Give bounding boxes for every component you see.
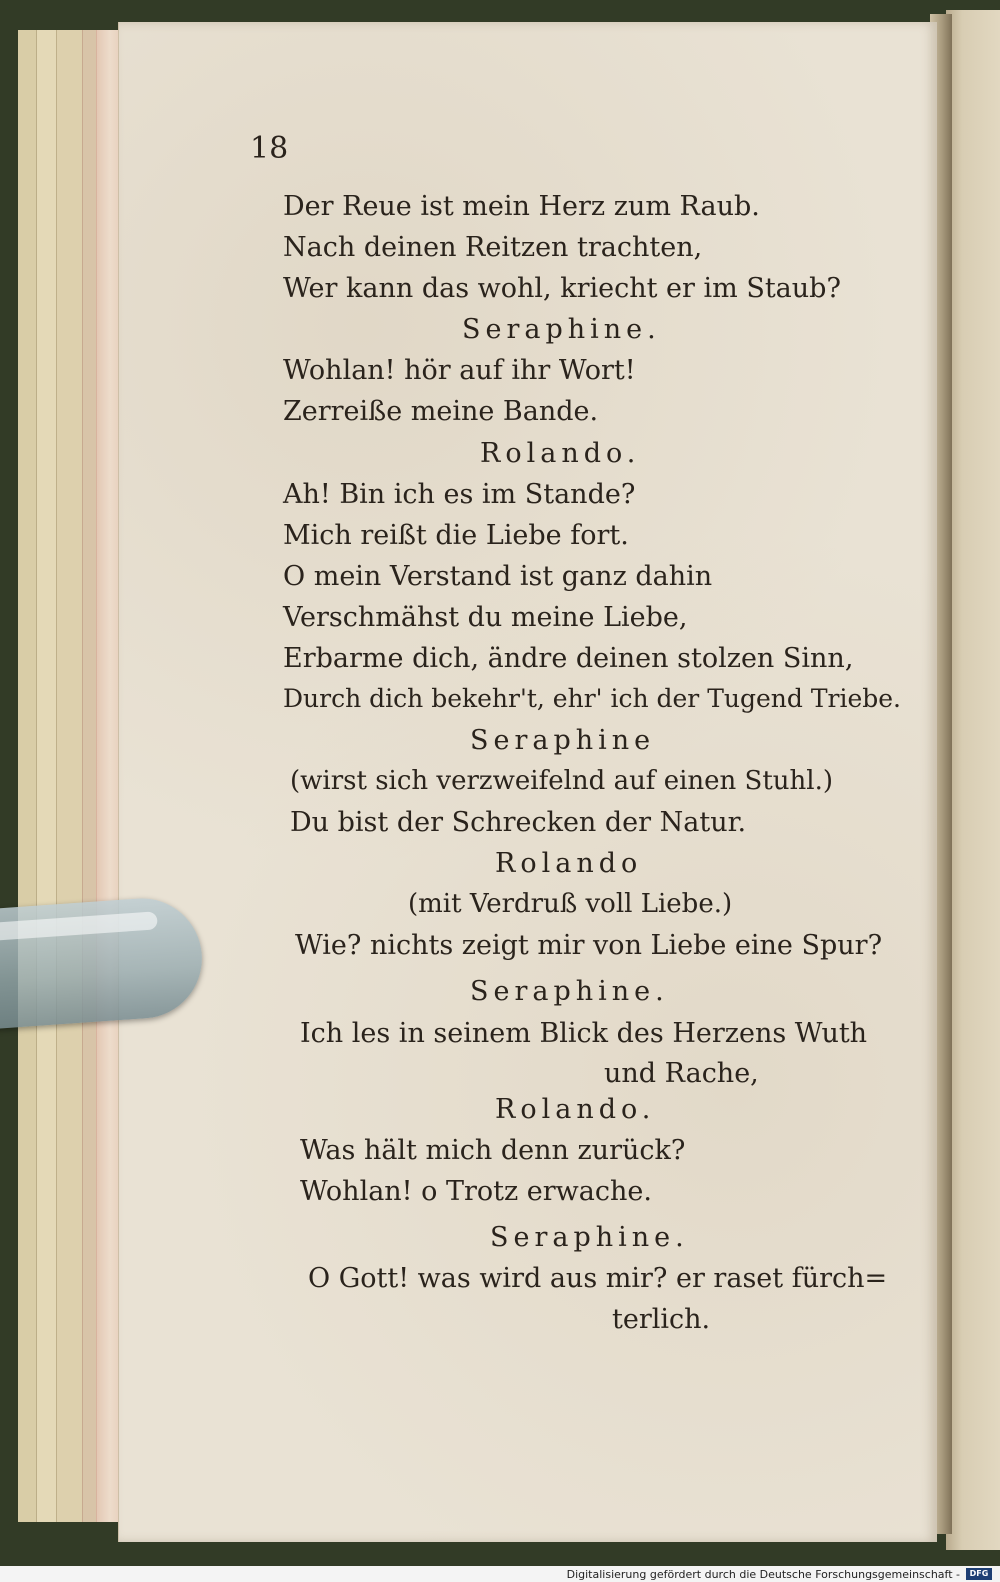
speaker-name: Rolando. xyxy=(480,438,641,469)
speaker-name: Seraphine. xyxy=(490,1222,689,1253)
verse-line: Ich les in seinem Blick des Herzens Wuth xyxy=(300,1018,868,1049)
verse-line: Wohlan! o Trotz erwache. xyxy=(300,1176,652,1207)
verse-line: Verschmähst du meine Liebe, xyxy=(283,602,688,633)
speaker-name: Seraphine xyxy=(470,725,656,756)
verse-line: Du bist der Schrecken der Natur. xyxy=(290,807,747,838)
footer-credit: Digitalisierung gefördert durch die Deutsche Forschungsgemeinschaft - xyxy=(566,1568,960,1581)
speaker-name: Rolando. xyxy=(495,1094,656,1125)
page-number: 18 xyxy=(250,131,289,166)
verse-line: O Gott! was wird aus mir? er raset fürch= xyxy=(308,1263,888,1294)
speaker-name: Seraphine. xyxy=(462,314,661,345)
verse-line: Was hält mich denn zurück? xyxy=(300,1135,686,1166)
clip-highlight xyxy=(0,911,158,941)
verse-line: Ah! Bin ich es im Stande? xyxy=(283,479,636,510)
page-stack-edge xyxy=(82,30,97,1522)
speaker-name: Rolando xyxy=(495,848,643,879)
verse-line: Zerreiße meine Bande. xyxy=(283,396,599,427)
verse-line: Wie? nichts zeigt mir von Liebe eine Spur? xyxy=(295,930,883,961)
verse-line: Mich reißt die Liebe fort. xyxy=(283,520,629,551)
verse-line: Durch dich bekehr't, ehr' ich der Tugend Triebe. xyxy=(283,684,901,713)
speaker-name: Seraphine. xyxy=(470,976,669,1007)
verse-line: Nach deinen Reitzen trachten, xyxy=(283,232,703,263)
page-stack-edge xyxy=(56,30,83,1522)
stage-direction: (wirst sich verzweifelnd auf einen Stuhl.) xyxy=(290,766,834,796)
verse-line: Der Reue ist mein Herz zum Raub. xyxy=(283,191,760,222)
page-stack-edge xyxy=(36,30,57,1522)
verse-line: Wer kann das wohl, kriecht er im Staub? xyxy=(283,273,841,304)
page-stack-edge xyxy=(18,30,36,1522)
verse-line: Erbarme dich, ändre deinen stolzen Sinn, xyxy=(283,643,854,674)
dfg-logo: DFG xyxy=(966,1568,992,1580)
verse-line: O mein Verstand ist ganz dahin xyxy=(283,561,713,592)
stage-direction: (mit Verdruß voll Liebe.) xyxy=(408,889,733,919)
verse-line: Wohlan! hör auf ihr Wort! xyxy=(283,355,636,386)
facing-page-edge xyxy=(946,10,1000,1550)
verse-line-continuation: und Rache, xyxy=(604,1058,759,1089)
verse-line-continuation: terlich. xyxy=(612,1304,711,1335)
